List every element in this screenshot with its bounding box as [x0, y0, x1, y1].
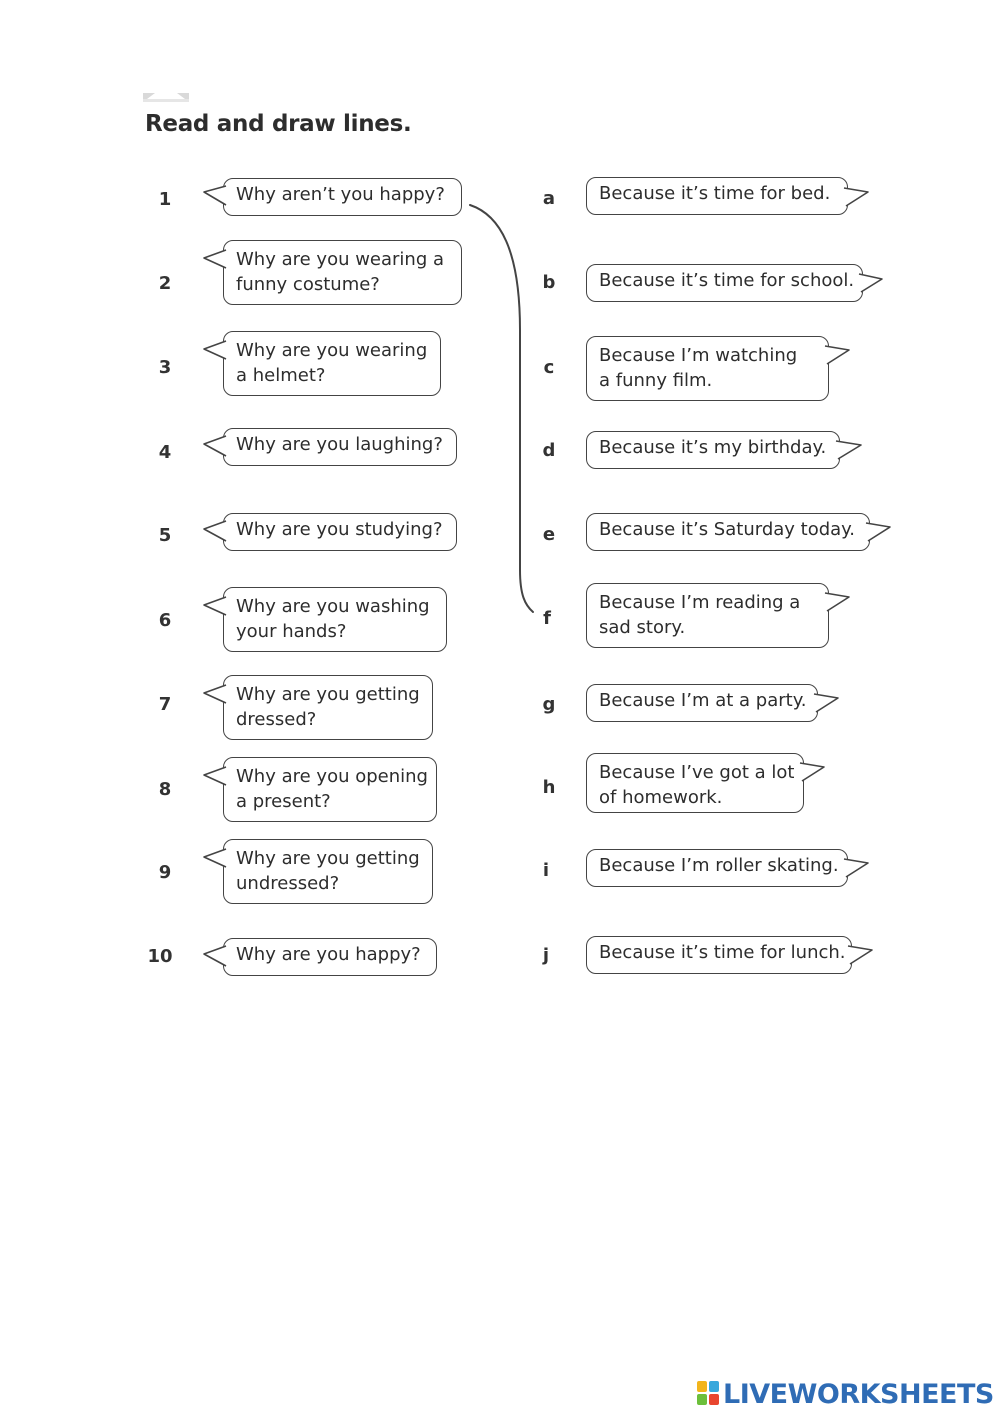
answer-letter: j — [542, 945, 550, 966]
answer-letter: e — [542, 524, 556, 545]
answer-text: sad story. — [599, 617, 686, 638]
answer-bubble[interactable] — [586, 583, 829, 648]
question-text: undressed? — [236, 873, 340, 894]
question-text: funny costume? — [236, 274, 380, 295]
answer-text: of homework. — [599, 787, 723, 808]
question-number: 6 — [158, 610, 172, 631]
answer-bubble[interactable] — [586, 684, 818, 722]
answer-letter: c — [543, 357, 555, 378]
question-number: 1 — [158, 189, 172, 210]
question-bubble[interactable] — [223, 428, 457, 466]
answer-bubble[interactable] — [586, 513, 870, 551]
question-number: 10 — [147, 946, 173, 967]
question-text: Why are you wearing a — [236, 249, 445, 270]
question-text: Why are you happy? — [236, 944, 421, 965]
question-text: Why are you getting — [236, 848, 420, 869]
answer-letter: f — [543, 608, 551, 629]
question-number: 9 — [158, 862, 172, 883]
answer-letter: g — [542, 694, 556, 715]
question-number: 7 — [158, 694, 172, 715]
answer-letter: a — [542, 188, 556, 209]
example-match-line — [470, 205, 533, 612]
question-bubble[interactable] — [223, 178, 462, 216]
answer-text: Because I’m roller skating. — [599, 855, 839, 876]
answer-letter: i — [542, 860, 550, 881]
question-text: a helmet? — [236, 365, 326, 386]
answer-text: Because I’ve got a lot — [599, 762, 795, 783]
question-text: Why are you laughing? — [236, 434, 443, 455]
answer-text: Because I’m watching — [599, 345, 798, 366]
exercise-title: Read and draw lines. — [145, 111, 412, 137]
question-number: 8 — [158, 779, 172, 800]
answer-bubble[interactable] — [586, 336, 829, 401]
question-number: 3 — [158, 357, 172, 378]
answer-text: a funny film. — [599, 370, 713, 391]
question-number: 4 — [158, 442, 172, 463]
liveworksheets-logo-text: LIVEWORKSHEETS — [723, 1378, 994, 1410]
question-bubble[interactable] — [223, 331, 441, 396]
answer-bubble[interactable] — [586, 936, 852, 974]
question-number: 5 — [158, 525, 172, 546]
answer-bubble[interactable] — [586, 264, 863, 302]
question-bubble[interactable] — [223, 587, 447, 652]
question-text: Why are you studying? — [236, 519, 443, 540]
answer-letter: b — [542, 272, 556, 293]
question-text: Why aren’t you happy? — [236, 184, 445, 205]
answer-text: Because I’m reading a — [599, 592, 801, 613]
answer-text: Because it’s my birthday. — [599, 437, 827, 458]
liveworksheets-logo-icon — [697, 1381, 721, 1407]
question-number: 2 — [158, 273, 172, 294]
answer-text: Because it’s time for lunch. — [599, 942, 846, 963]
question-bubble[interactable] — [223, 938, 437, 976]
question-text: a present? — [236, 791, 331, 812]
liveworksheets-logo — [697, 1377, 994, 1411]
question-bubble[interactable] — [223, 513, 457, 551]
question-bubble[interactable] — [223, 757, 437, 822]
question-text: dressed? — [236, 709, 317, 730]
answer-bubble[interactable] — [586, 849, 848, 887]
question-text: Why are you opening — [236, 766, 428, 787]
answer-letter: d — [542, 440, 556, 461]
question-text: Why are you washing — [236, 596, 430, 617]
question-text: Why are you getting — [236, 684, 420, 705]
answer-text: Because it’s time for school. — [599, 270, 855, 291]
answer-bubble[interactable] — [586, 753, 804, 813]
answer-text: Because it’s time for bed. — [599, 183, 831, 204]
question-bubble[interactable] — [223, 675, 433, 740]
page-corner-mark — [143, 93, 189, 102]
question-text: your hands? — [236, 621, 347, 642]
question-text: Why are you wearing — [236, 340, 428, 361]
answer-bubble[interactable] — [586, 177, 848, 215]
question-bubble[interactable] — [223, 240, 462, 305]
answer-letter: h — [542, 777, 556, 798]
question-bubble[interactable] — [223, 839, 433, 904]
answer-text: Because I’m at a party. — [599, 690, 807, 711]
answer-text: Because it’s Saturday today. — [599, 519, 855, 540]
answer-bubble[interactable] — [586, 431, 840, 469]
